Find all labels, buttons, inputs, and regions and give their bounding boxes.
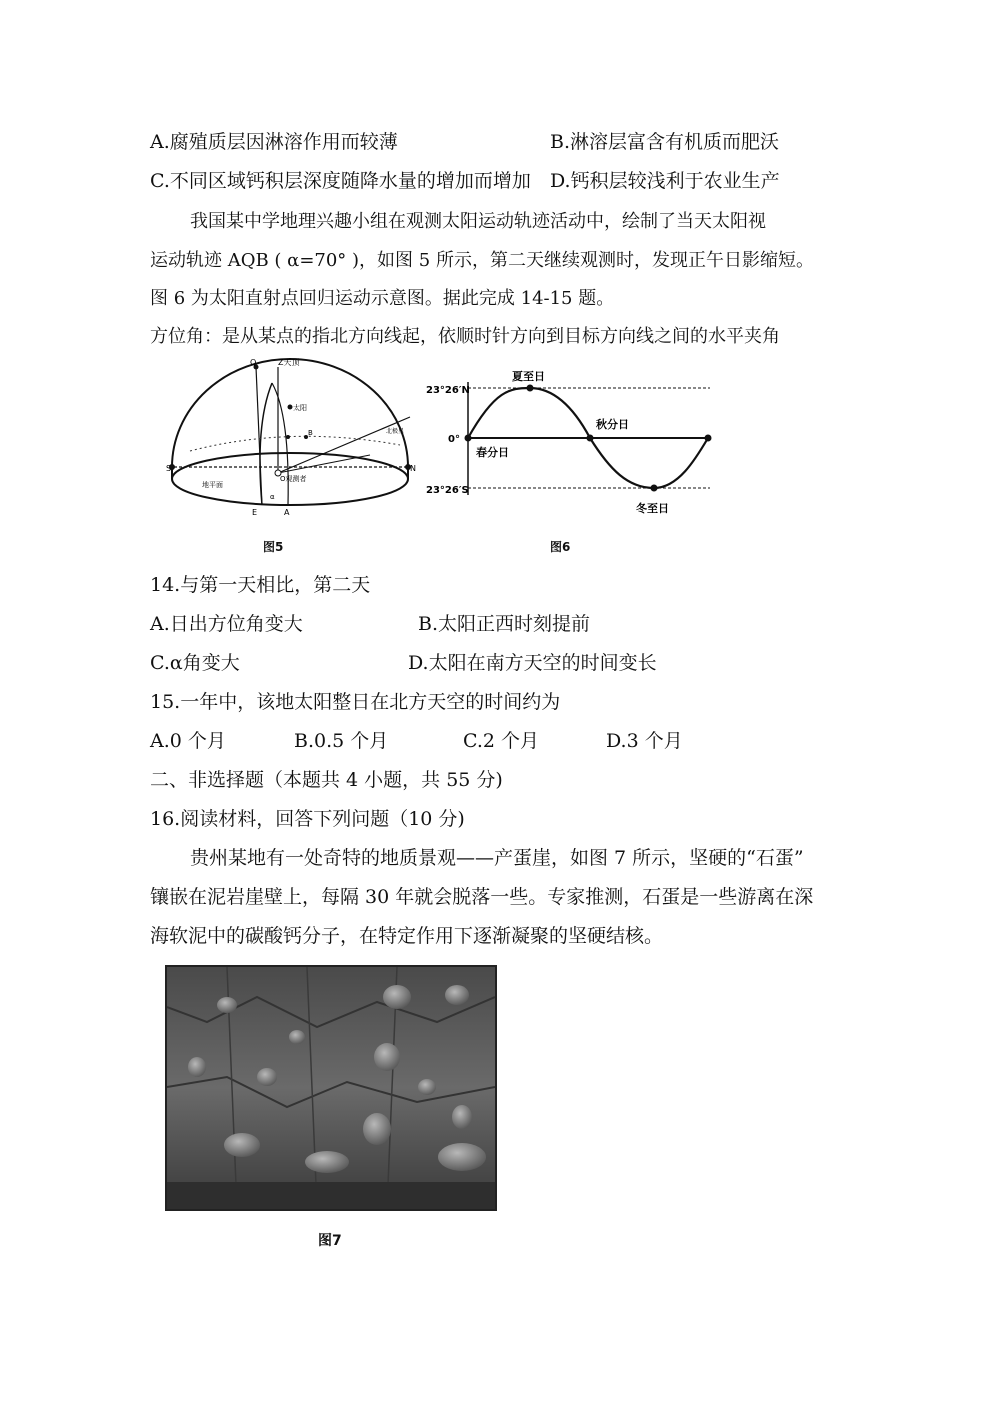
label-autumn-equinox: 秋分日: [596, 418, 629, 431]
label-q: Q: [250, 358, 257, 367]
label-equator: 0°: [448, 434, 460, 445]
q16-line-1: 贵州某地有一处奇特的地质景观——产蛋崖，如图 7 所示，坚硬的“石蛋”: [190, 847, 804, 869]
q14-option-b: B.太阳正西时刻提前: [418, 613, 591, 635]
q15-option-d: D.3 个月: [606, 730, 683, 752]
label-zenith: Z天顶: [278, 358, 300, 367]
q15-stem: 15.一年中，该地太阳整日在北方天空的时间约为: [150, 691, 561, 713]
section-2-heading: 二、非选择题（本题共 4 小题，共 55 分): [150, 769, 503, 791]
label-north: N: [410, 464, 416, 473]
q16-stem: 16.阅读材料，回答下列问题（10 分): [150, 808, 465, 830]
q16-line-2: 镶嵌在泥岩崖壁上，每隔 30 年就会脱落一些。专家推测，石蛋是一些游离在深: [150, 886, 814, 908]
q15-option-c: C.2 个月: [463, 730, 540, 752]
q16-line-3: 海软泥中的碳酸钙分子，在特定作用下逐渐凝聚的坚硬结核。: [150, 925, 664, 947]
label-winter-solstice: 冬至日: [636, 502, 669, 515]
label-summer-solstice: 夏至日: [512, 370, 545, 383]
figure-7-caption: 图7: [318, 1233, 342, 1249]
passage-line-1: 我国某中学地理兴趣小组在观测太阳运动轨迹活动中，绘制了当天太阳视: [190, 211, 766, 232]
label-polaris: 北极星: [386, 428, 405, 435]
figure-7-photo: [165, 965, 497, 1211]
label-east: E: [252, 508, 258, 517]
q14-option-d: D.太阳在南方天空的时间变长: [408, 652, 657, 674]
label-observer: O观测者: [280, 475, 307, 483]
figure-5: [160, 355, 420, 555]
label-sun: 太阳: [293, 404, 307, 412]
label-south-tropic: 23°26′S: [426, 485, 469, 496]
figure-5-caption: 图5: [263, 540, 284, 554]
passage-line-3: 图 6 为太阳直射点回归运动示意图。据此完成 14-15 题。: [150, 288, 615, 309]
label-alpha: α: [270, 493, 275, 501]
label-b: B: [308, 429, 313, 437]
q14-option-a: A.日出方位角变大: [150, 613, 303, 635]
q15-option-b: B.0.5 个月: [294, 730, 389, 752]
q14-option-c: C.α角变大: [150, 652, 240, 674]
azimuth-note: 方位角：是从某点的指北方向线起，依顺时针方向到目标方向线之间的水平夹角: [150, 326, 780, 347]
label-south: S: [166, 464, 172, 473]
q14-stem: 14.与第一天相比，第二天: [150, 574, 371, 596]
label-spring-equinox: 春分日: [476, 446, 509, 459]
q13-option-c: C.不同区域钙积层深度随降水量的增加而增加: [150, 170, 531, 192]
figure-6-caption: 图6: [550, 540, 571, 554]
passage-line-2: 运动轨迹 AQB ( α=70° )，如图 5 所示，第二天继续观测时，发现正午日影缩短。: [150, 250, 814, 271]
q13-option-a: A.腐殖质层因淋溶作用而较薄: [150, 131, 398, 153]
q13-option-d: D.钙积层较浅利于农业生产: [550, 170, 780, 192]
q13-option-b: B.淋溶层富含有机质而肥沃: [550, 131, 780, 153]
label-ground: 地平面: [202, 481, 223, 489]
figure-6: [410, 360, 730, 555]
q15-option-a: A.0 个月: [150, 730, 226, 752]
label-north-tropic: 23°26′N: [426, 385, 470, 396]
label-a: A: [284, 508, 290, 517]
